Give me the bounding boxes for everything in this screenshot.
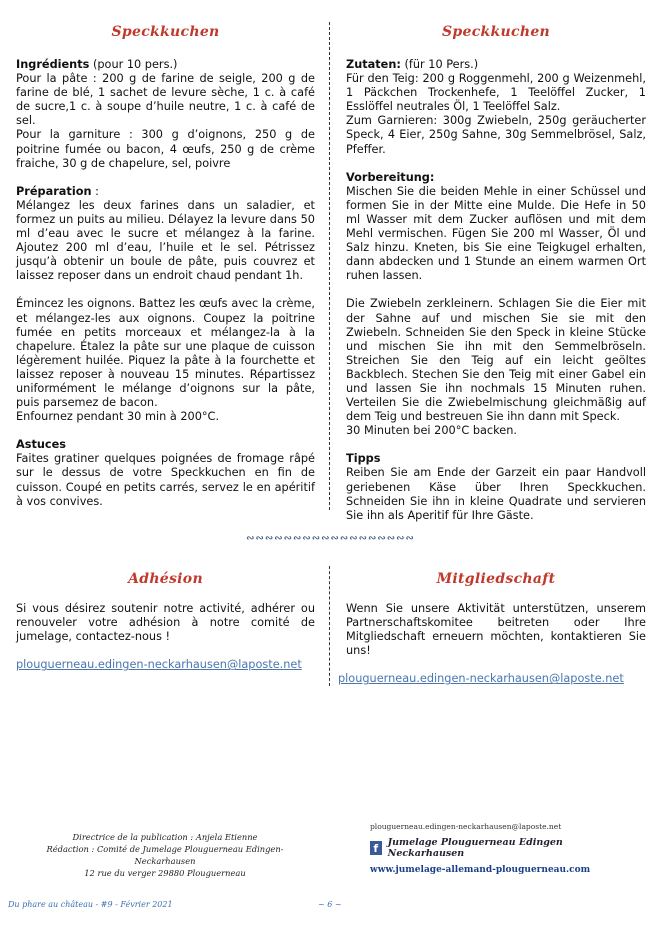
footer-page-number: ~ 6 ~ [318,900,342,909]
fr-tips-text: Faites gratiner quelques poignées de fromage râpé sur le dessus de votre Speckkuchen en fin de cuisson. Coupé en petits carrés, servez le en apéritif à vos convives. [16,452,315,508]
fr-ingredients-heading [16,58,315,72]
facebook-page-name[interactable]: Jumelage Plouguerneau Edingen Neckarhausen [387,837,563,859]
facebook-icon[interactable]: f [370,841,382,855]
publication-credits [20,831,310,879]
column-divider-top [329,22,330,510]
column-divider-bottom [329,566,330,686]
de-preparation-heading: Vorbereitung: [346,170,435,184]
de-ingredients-topping: Zum Garnieren: 300g Zwiebeln, 250g geräucherter Speck, 4 Eier, 250g Sahne, 30g Semmelbrösel, Salz, Pfeffer. [346,114,646,156]
fr-ingredients-note: (pour 10 pers.) [89,58,178,71]
de-preparation-step-1: Mischen Sie die beiden Mehle in einer Schüssel und formen Sie in der Mitte eine Mulde. Die Hefe in 50 ml Wasser mit dem Zucker auflösen und mit dem Mehl vermischen. Fügen Sie 200 ml Wasser, Öl und Salz hinzu. Kneten, bis Sie eine Teigkugel erhalten, dann abdecken und 1 Stunde an einem warmen Ort ruhen lassen. [346,184,646,283]
de-tips-heading: Tipps [346,452,381,466]
fr-membership-title: Adhésion [128,571,203,587]
fr-recipe-column [16,58,315,509]
fr-membership-section [16,602,315,672]
de-recipe-column [346,58,646,523]
fr-membership-text: Si vous désirez soutenir notre activité, adhérer ou renouveler votre adhésion à notre comité de jumelage, contactez-nous ! [16,602,315,644]
de-membership-title: Mitgliedschaft [436,571,556,587]
ornament-divider: ∾∾∾∾∾∾∾∾∾∾∾∾∾∾∾∾∾∾ [246,533,415,544]
fr-preparation-label: Préparation [16,184,92,198]
de-membership-email-link[interactable]: plouguerneau.edingen-neckarhausen@laposte.net [338,672,624,686]
de-membership-text: Wenn Sie unsere Aktivität unterstützen, unserem Partnerschaftskomitee beitreten oder Ihre Mitgliedschaft erneuern möchten, kontaktieren Sie uns! [346,602,646,658]
de-preparation-step-3: 30 Minuten bei 200°C backen. [346,424,517,438]
credits-director: Directrice de la publication : Anjela Etienne [72,832,258,842]
de-membership-section [338,602,646,686]
fr-tips-heading: Astuces [16,438,66,452]
fr-membership-email-link[interactable]: plouguerneau.edingen-neckarhausen@laposte.net [16,658,302,672]
de-ingredients-heading [346,58,646,72]
credits-editorial: Rédaction : Comité de Jumelage Plouguerneau Edingen-Neckarhausen [46,844,284,866]
de-ingredients-label: Zutaten: [346,58,401,71]
fr-preparation-step-1: Mélangez les deux farines dans un saladier, et formez un puits au milieu. Délayez la levure dans 50 ml d’eau avec le sucre et mélangez à la farine. Ajoutez 200 ml d’eau, l’huile et le sel. Pétrissez jusqu’à obtenir un boule de pâte, puis couvrez et laissez reposer dans un endroit chaud pendant 1h. [16,198,315,283]
fr-ingredients-topping: Pour la garniture : 300 g d’oignons, 250 g de poitrine fumée ou bacon, 4 œufs, 250 g de crème fraiche, 30 g de chapelure, sel, poivre [16,128,315,170]
credits-address: 12 rue du verger 29880 Plouguerneau [84,868,246,878]
de-tips-text: Reiben Sie am Ende der Garzeit ein paar Handvoll geriebenen Käse über Ihren Speckkuchen. Schneiden Sie ihn in kleine Quadrate und servieren Sie ihn als Aperitif für Ihre Gäste. [346,466,646,522]
footer-publication: Du phare au château - #9 - Février 2021 [8,900,173,909]
de-preparation-step-2: Die Zwiebeln zerkleinern. Schlagen Sie die Eier mit der Sahne auf und mischen Sie sie mit den Zwiebeln. Schneiden Sie den Speck in kleine Stücke und mischen Sie ihn mit den Semmelbröseln. Streichen Sie den Teig auf ein leicht geöltes Backblech. Stechen Sie den Teig mit einer Gabel ein und lassen Sie ihn nochmals 15 Minuten ruhen. Verteilen Sie die Zwiebelmischung gleichmäßig auf dem Teig und bestreuen Sie ihn dann mit Speck. [346,297,646,424]
fr-preparation-heading [16,185,315,199]
de-ingredients-dough: Für den Teig: 200 g Roggenmehl, 200 g Weizenmehl, 1 Päckchen Trockenhefe, 1 Teelöffel Zucker, 1 Esslöffel neutrales Öl, 1 Teelöffel Salz. [346,72,646,114]
fr-recipe-title: Speckkuchen [111,24,220,40]
fr-preparation-step-2: Émincez les oignons. Battez les œufs avec la crème, et mélangez-les aux oignons. Coupez la poitrine fumée en petits morceaux et mélangez-la à la chapelure. Étalez la pâte sur une plaque de cuisson légèrement huilée. Piquez la pâte à la fourchette et laissez reposer à nouveau 15 minutes. Répartissez uniformément le mélange d’oignons sur la pâte, puis parsemez de bacon. [16,297,315,410]
de-ingredients-note: (für 10 Pers.) [400,58,479,71]
fr-ingredients-dough: Pour la pâte : 200 g de farine de seigle, 200 g de farine de blé, 1 sachet de levure sèche, 1 c. à café de sucre,1 c. à soupe d’huile neutre, 1 c. à café de sel. [16,72,315,128]
de-recipe-title: Speckkuchen [442,24,550,40]
social-block [370,822,600,875]
website-link[interactable]: www.jumelage-allemand-plouguerneau.com [370,865,591,875]
social-email: plouguerneau.edingen-neckarhausen@laposte.net [370,822,562,831]
fr-preparation-step-3: Enfournez pendant 30 min à 200°C. [16,410,220,424]
fr-preparation-colon: : [91,184,99,198]
fr-ingredients-label: Ingrédients [16,58,90,71]
